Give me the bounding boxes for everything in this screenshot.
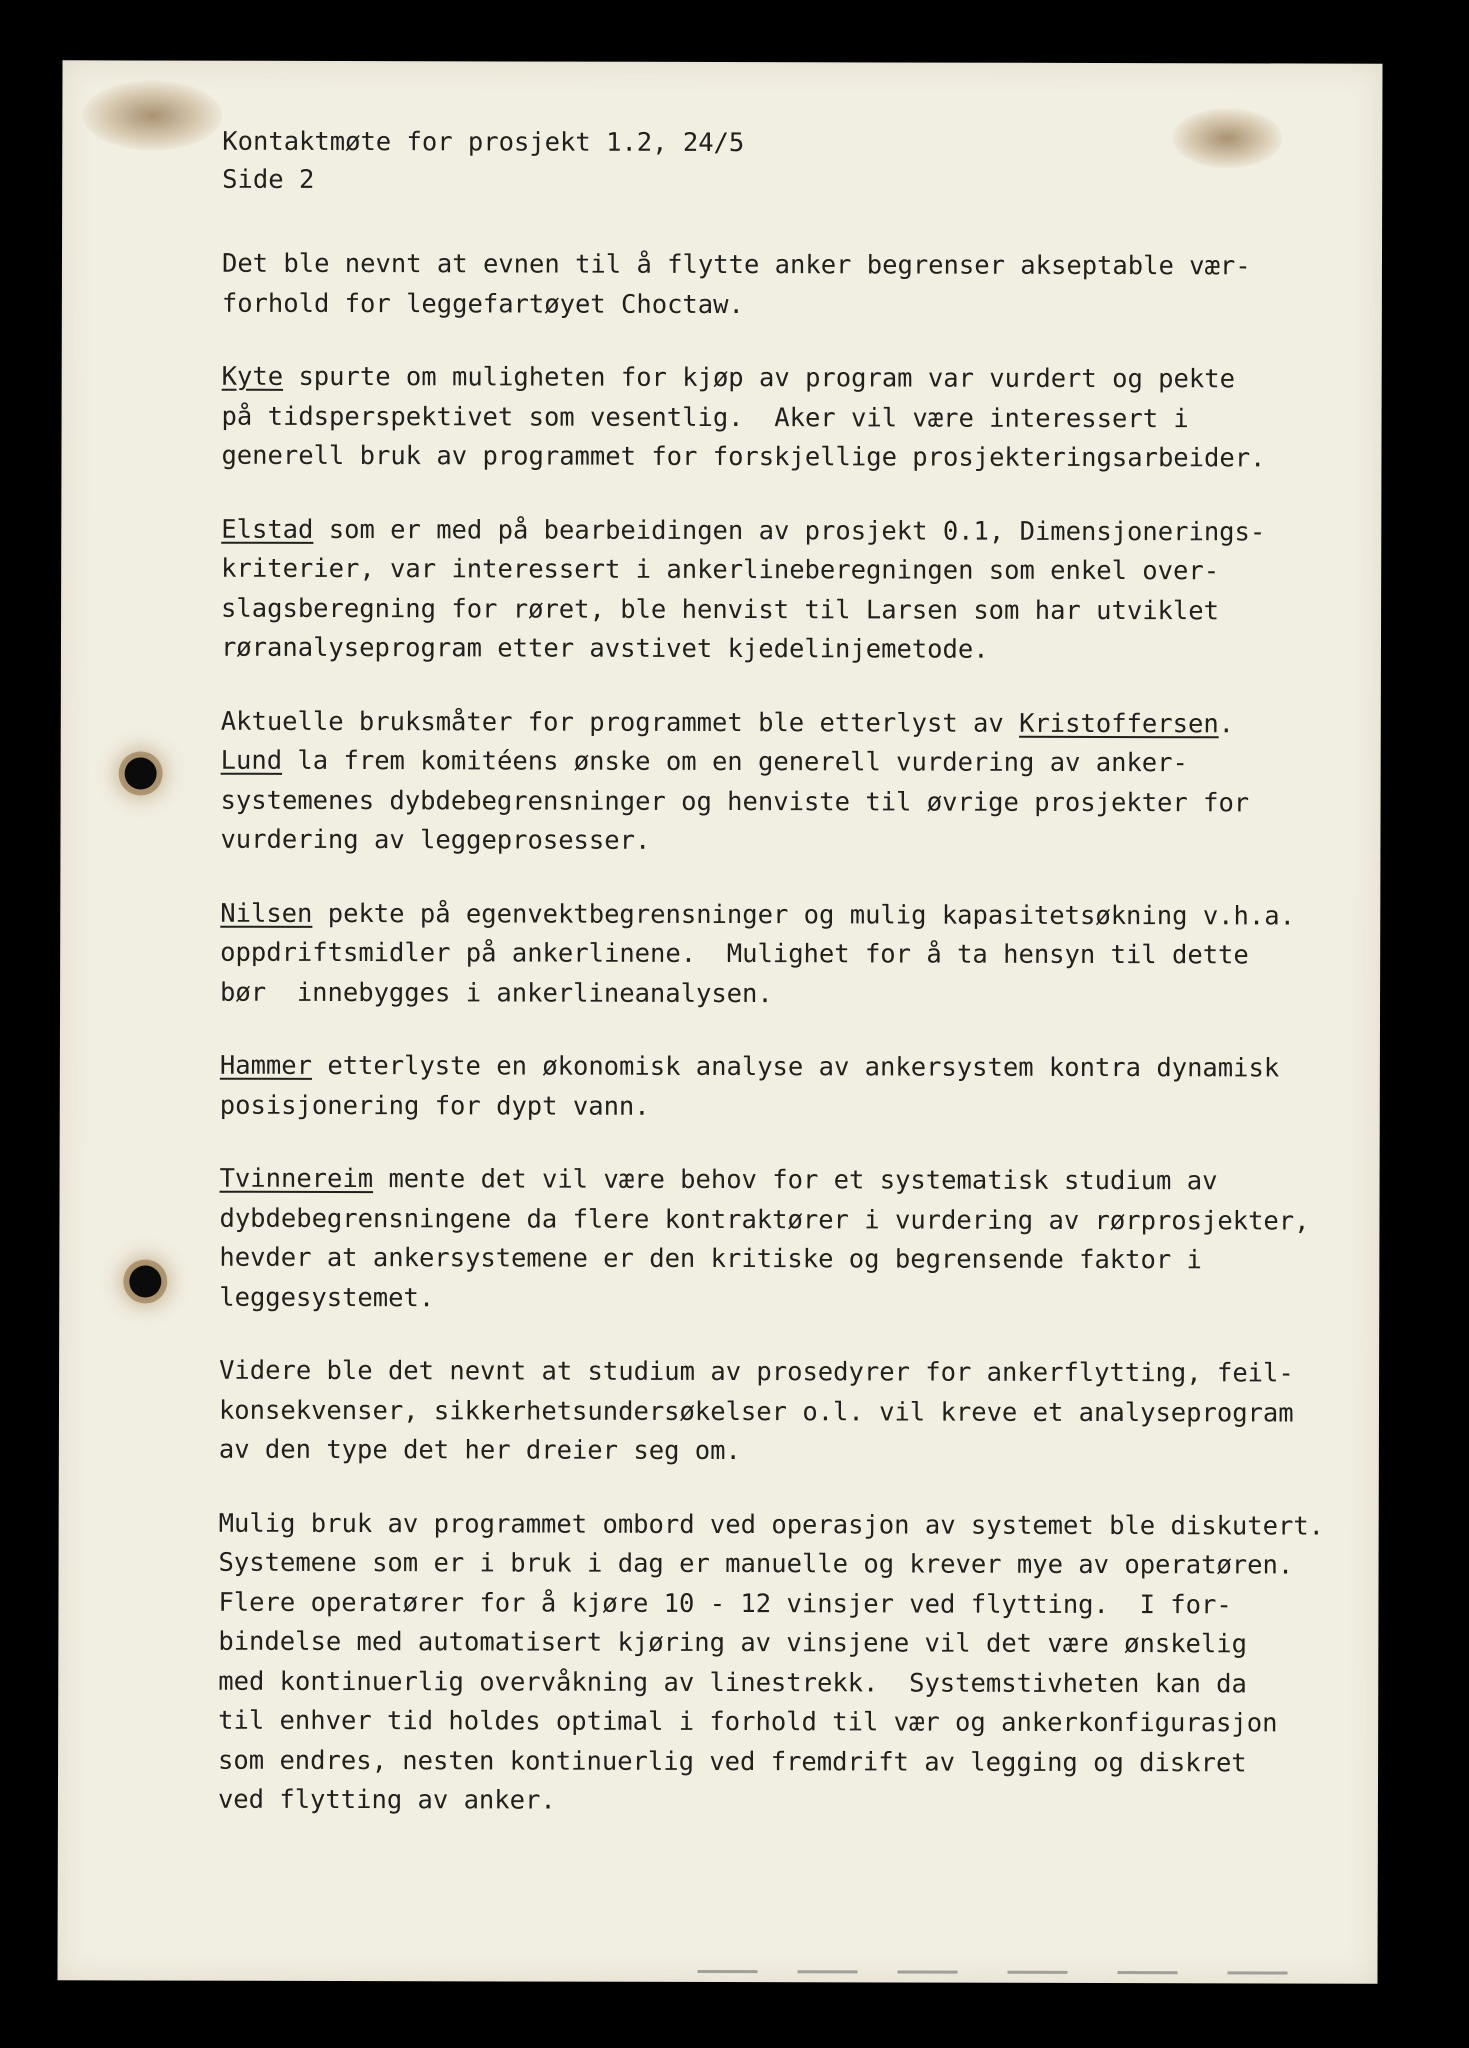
paragraph-line: på tidsperspektivet som vesentlig. Aker vil være interessert i [221,401,1189,434]
paragraph-line: Flere operatører for å kjøre 10 - 12 vinsjer ved flytting. I for- [218,1587,1232,1620]
rust-stain-top-left [82,80,222,150]
punch-hole-upper [125,757,157,789]
paragraph-line: slagsberegning for røret, ble henvist til Larsen som har utviklet [221,593,1220,626]
paragraph-tvinnereim [219,1160,1349,1321]
header-title: Kontaktmøte for prosjekt 1.2, 24/5 [222,126,745,159]
paragraph-line: Systemene som er i bruk i dag er manuelle og krever mye av operatøren. [218,1547,1294,1581]
bottom-mark-2 [798,1970,858,1973]
paragraph-line: hevder at ankersystemene er den kritiske og begrensende faktor i [219,1242,1202,1276]
paragraph-kyte [221,358,1351,479]
paragraph-line: vurdering av leggeprosesser. [220,824,651,856]
header-page-number: Side 2 [222,164,315,195]
paragraph-line: posisjonering for dypt vann. [219,1090,650,1122]
punch-hole-lower [129,1265,161,1297]
paragraph-line: med kontinuerlig overvåkning av linestrekk. Systemstivheten kan da [218,1666,1247,1699]
paragraph-line: bør innebygges i ankerlineanalysen. [220,977,773,1009]
paragraph-elstad [221,510,1351,671]
paragraph-line: ved flytting av anker. [217,1784,556,1816]
paragraph-line: Mulig bruk av programmet ombord ved operasjon av systemet ble diskutert. [218,1508,1325,1542]
paragraph-line: til enhver tid holdes optimal i forhold til vær og ankerkonfigurasjon [218,1705,1278,1739]
line-text: spurte om muligheten for kjøp av program var vurdert og pekte [283,361,1235,395]
line-text: . [1218,708,1235,739]
speaker-name: Elstad [221,514,314,545]
speaker-name: Hammer [219,1050,313,1081]
paragraph-mulig-bruk [218,1504,1349,1823]
document-page [57,60,1382,1983]
paragraph-line: konsekvenser, sikkerhetsundersøkelser o.l. vil kreve et analyseprogram [218,1395,1294,1429]
line-text: etterlyste en økonomisk analyse av ankersystem kontra dynamisk [311,1050,1280,1084]
paragraph-line: bindelse med automatisert kjøring av vinsjene vil det være ønskelig [218,1626,1248,1660]
line-text: mente det vil være behov for et systematisk studium av [373,1164,1218,1197]
paragraph-line [220,1047,1350,1089]
paragraph-line: Det ble nevnt at evnen til å flytte anker begrenser akseptable vær- [221,248,1251,282]
paragraph-line: systemenes dybdebegrensninger og henviste til øvrige prosjekter for [220,785,1250,818]
paragraph-line: forhold for leggefartøyet Choctaw. [221,288,744,320]
paragraph-line: Videre ble det nevnt at studium av prosedyrer for ankerflytting, feil- [219,1355,1294,1389]
typed-text [218,123,1353,1857]
paragraph-line [221,510,1351,552]
speaker-name: Tvinnereim [219,1163,374,1195]
paragraph-line [221,742,1351,784]
bottom-mark-5 [1118,1971,1178,1974]
speaker-name: Nilsen [220,898,313,929]
paragraph-line [222,358,1352,400]
paragraph-kristoffersen-lund [220,702,1350,863]
speaker-name: Lund [220,745,283,776]
speaker-name: Kristoffersen [1019,708,1219,739]
line-text: pekte på egenvektbegrensninger og mulig kapasitetsøkning v.h.a. [312,898,1295,932]
paragraph-line: oppdriftsmidler på ankerlinene. Mulighet for å ta hensyn til dette [220,937,1249,971]
paragraph-line [220,894,1350,936]
bottom-mark-4 [1008,1971,1068,1974]
paragraph-line: kriterier, var interessert i ankerlineberegningen som enkel over- [221,553,1220,587]
paragraph-1 [222,245,1352,327]
paragraph-line: av den type det her dreier seg om. [218,1434,741,1467]
line-text: Aktuelle bruksmåter for programmet ble etterlyst av [220,706,1020,739]
paragraph-line [221,702,1351,744]
paragraph-line: dybdebegrensningene da flere kontraktører i vurdering av rørprosjekter, [219,1203,1310,1237]
paragraph-videre [219,1352,1349,1473]
line-text: la frem komitéens ønske om en generell vurdering av anker- [282,745,1188,779]
line-text: som er med på bearbeidingen av prosjekt 0.1, Dimensjonerings- [313,514,1266,547]
paragraph-line: som endres, nesten kontinuerlig ved fremdrift av legging og diskret [218,1745,1247,1778]
paragraph-hammer [220,1047,1350,1129]
speaker-name: Kyte [221,361,284,392]
document-header [222,123,1352,202]
paragraph-line [220,1160,1350,1202]
paragraph-line: leggesystemet. [219,1282,435,1313]
paragraph-nilsen [220,894,1350,1015]
bottom-mark-1 [698,1970,758,1973]
bottom-mark-6 [1228,1971,1288,1974]
paragraph-line: generell bruk av programmet for forskjellige prosjekteringsarbeider. [221,440,1266,474]
paragraph-line: røranalyseprogram etter avstivet kjedelinjemetode. [220,632,989,665]
bottom-mark-3 [898,1970,958,1973]
